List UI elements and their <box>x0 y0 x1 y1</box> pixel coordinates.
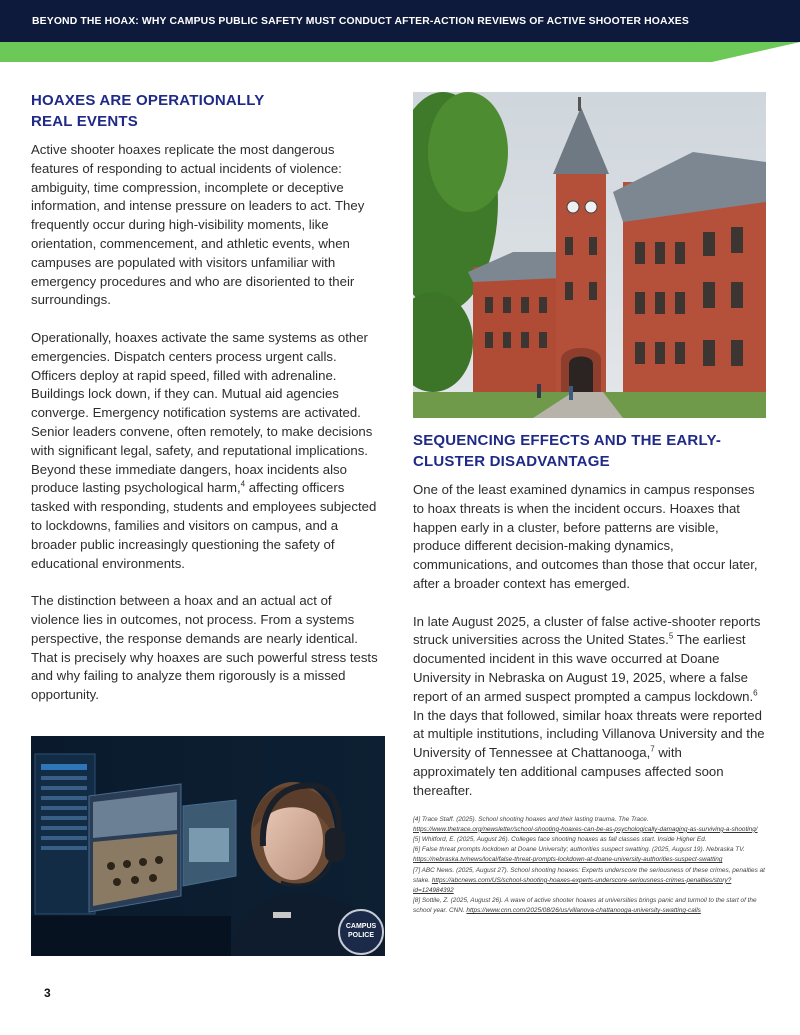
paragraph <box>31 329 383 573</box>
footnote-link[interactable]: https://www.cnn.com/2025/08/26/us/villanova-chattanooga-university-swatting-calls <box>466 907 701 915</box>
section-heading-sequencing <box>413 430 766 472</box>
footnote-ref[interactable]: 5 <box>668 631 674 641</box>
footnote-text: [8] Sottile, Z. (2025, August 26). A wave of active shooter hoaxes at universities brings panic and turmoil to the start of the school year. CNN. <box>413 897 757 915</box>
campus-building-photo <box>413 92 766 418</box>
header-accent-stripe <box>0 42 800 62</box>
footnote-link[interactable]: https://abcnews.com/US/school-shooting-hoaxes-experts-underscore-seriousness-crimes-penalties/story?id=124984392 <box>413 876 732 894</box>
footnote-ref[interactable]: 6 <box>753 688 758 698</box>
paragraph-text: Operationally, hoaxes activate the same systems as other emergencies. Dispatch centers process urgent calls. Officers deploy at rapid speed, filled with adrenaline. Buildings lock down, if they can. Mutual aid agencies converge. Emergency notification systems are activated. Senior leaders convene, often remotely, to make decisions with significant legal, safety, and reputational implications. Beyond these immediate dangers, hoax incidents also produce lasting psychological harm, <box>31 329 373 496</box>
paragraph: One of the least examined dynamics in campus responses to hoax threats is when the incident occurs. Hoaxes that happen early in a cluster, before patterns are visible, produce different decision-making dynamics, communications, and outcomes than those that occur later, after a broader context has emerged. <box>413 482 758 591</box>
footnote-8 <box>413 896 766 916</box>
right-column <box>413 92 766 917</box>
footnote-link[interactable]: https://www.thetrace.org/newsletter/school-shooting-hoaxes-can-be-as-psychologically-damaging-as-surviving-a-shooting/ <box>413 825 758 833</box>
badge-text: POLICE <box>347 932 375 939</box>
footnotes <box>413 815 766 917</box>
footnote-4 <box>413 815 766 835</box>
heading-line: SEQUENCING EFFECTS AND THE EARLY- <box>413 432 722 449</box>
paragraph: The distinction between a hoax and an actual act of violence lies in outcomes, not process. From a systems perspective, the response demands are nearly identical. That is precisely why hoaxes are such powerful stress tests and why failing to analyze them rigorously is a missed opportunity. <box>31 593 378 703</box>
paragraph-text: In the days that followed, similar hoax threats were reported at multiple institutions, including Villanova University and the University of Tennessee at Chattanooga, <box>413 707 765 761</box>
document-header-title: BEYOND THE HOAX: WHY CAMPUS PUBLIC SAFETY MUST CONDUCT AFTER-ACTION REVIEWS OF ACTIVE SHOOTER HOAXES <box>32 15 689 27</box>
paragraph-text: The earliest documented incident in this wave occurred at Doane University in Nebraska on August 19, 2025, where a false report of an armed suspect prompted a campus lockdown. <box>413 632 754 704</box>
page-number: 3 <box>44 986 51 1000</box>
badge-text: CAMPUS <box>345 923 377 930</box>
footnote-text: [4] Trace Staff. (2025). School shooting hoaxes and their lasting trauma. The Trace. <box>413 815 649 823</box>
paragraph-text: affecting officers tasked with responding, students and employees subjected to lockdowns, families and visitors on campus, and a broader public increasingly questioning the safety of educational environments. <box>31 480 377 571</box>
left-column <box>31 90 383 705</box>
header-bar <box>0 0 800 42</box>
footnote-text: [6] False threat prompts lockdown at Doane University; authorities suspect swatting. (2025, August 19). Nebraska TV. <box>413 846 745 854</box>
footnote-6 <box>413 845 766 865</box>
footnote-text: [7] ABC News. (2025, August 27). School shooting hoaxes: Experts underscore the seriousness of these crimes, penalties at stake. <box>413 866 765 884</box>
paragraph-text: In late August 2025, a cluster of false active-shooter reports struck universities across the United States. <box>413 613 761 648</box>
footnote-ref[interactable]: 4 <box>240 479 246 489</box>
footnote-ref[interactable]: 7 <box>650 744 655 754</box>
paragraph <box>413 613 766 801</box>
heading-line: HOAXES ARE OPERATIONALLY <box>31 92 265 109</box>
dispatch-officer-photo <box>31 736 385 956</box>
paragraph: Active shooter hoaxes replicate the most dangerous features of responding to actual incidents of violence: ambiguity, time compression, incomplete or deceptive information, and intense pressure on leaders to act. They frequently occur during high-visibility moments, like orientation, commencement, and athletic events, when campuses are populated with visitors unfamiliar with emergency procedures and who are disoriented to their surroundings. <box>31 142 365 308</box>
heading-line: REAL EVENTS <box>31 113 138 130</box>
paragraph-text: with approximately ten additional campuses affected soon thereafter. <box>413 745 724 798</box>
footnote-5 <box>413 835 766 845</box>
footnote-link[interactable]: https://nebraska.tv/news/local/false-threat-prompts-lockdown-at-doane-university-authorities-suspect-swatting <box>413 856 723 864</box>
section-heading-hoaxes <box>31 90 383 132</box>
heading-line: CLUSTER DISADVANTAGE <box>413 453 610 470</box>
footnote-7 <box>413 866 766 897</box>
footnote-text: [5] Whitford, E. (2025, August 26). Colleges face shooting hoaxes as fall classes start. Inside Higher Ed. <box>413 835 707 843</box>
